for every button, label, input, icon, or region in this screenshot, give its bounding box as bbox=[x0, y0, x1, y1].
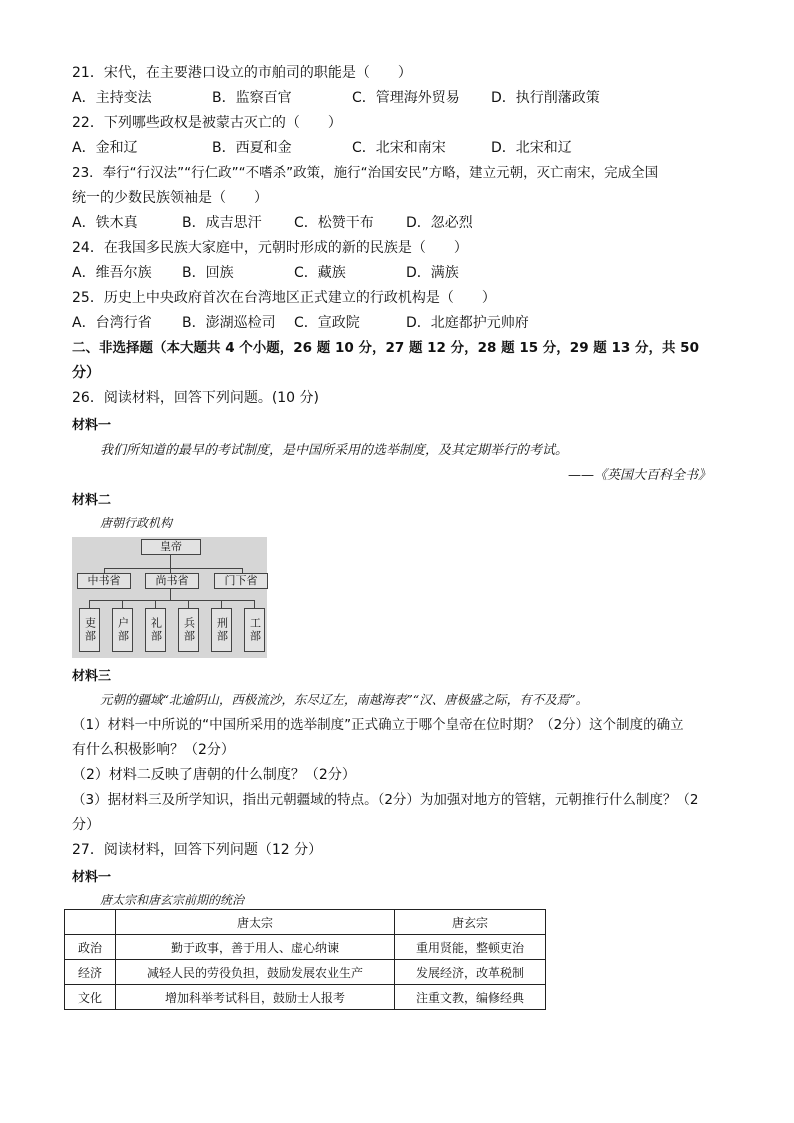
q22-option-d: D．北宋和辽 bbox=[491, 140, 572, 156]
q21-option-b: B．监察百官 bbox=[212, 90, 292, 106]
table-row bbox=[65, 985, 546, 1010]
q21-option-c: C．管理海外贸易 bbox=[352, 90, 460, 106]
table-cell: 政治 bbox=[65, 935, 116, 960]
q23-option-a: A．铁木真 bbox=[72, 215, 138, 231]
table-header-cell: 唐玄宗 bbox=[395, 910, 546, 935]
q26-material3-text: 元朝的疆域“北逾阴山，西极流沙，东尽辽左，南越海表”“汉、唐极盛之际，有不及焉”。 bbox=[100, 692, 589, 707]
table-cell: 注重文教，编修经典 bbox=[395, 985, 546, 1010]
q25-stem: 25．历史上中央政府首次在台湾地区正式建立的行政机构是（ ） bbox=[72, 290, 496, 306]
q22-option-c: C．北宋和南宋 bbox=[352, 140, 446, 156]
q25-option-a: A．台湾行省 bbox=[72, 315, 152, 331]
org-ministry-li-rites: 礼部 bbox=[145, 608, 166, 652]
q24-option-b: B．回族 bbox=[182, 265, 234, 281]
table-header-cell bbox=[65, 910, 116, 935]
org-ministry-xing: 刑部 bbox=[211, 608, 232, 652]
org-ministry-bing: 兵部 bbox=[178, 608, 199, 652]
q26-material3-label: 材料三 bbox=[72, 669, 112, 684]
q24-stem: 24．在我国多民族大家庭中，元朝时形成的新的民族是（ ） bbox=[72, 240, 468, 256]
q27-material1-label: 材料一 bbox=[72, 870, 112, 885]
q24-option-c: C．藏族 bbox=[294, 265, 346, 281]
q26-stem: 26．阅读材料，回答下列问题。(10 分) bbox=[72, 390, 320, 406]
q21-option-d: D．执行削藩政策 bbox=[491, 90, 600, 106]
table-cell: 增加科举考试科目，鼓励士人报考 bbox=[116, 985, 395, 1010]
org-ministry-li-personnel: 吏部 bbox=[79, 608, 100, 652]
table-cell: 勤于政事，善于用人、虚心纳谏 bbox=[116, 935, 395, 960]
table-header-cell: 唐太宗 bbox=[116, 910, 395, 935]
q22-option-b: B．西夏和金 bbox=[212, 140, 292, 156]
q26-material1-source: ——《英国大百科全书》 bbox=[568, 468, 712, 483]
q26-sub1-line1: （1）材料一中所说的“中国所采用的选举制度”正式确立于哪个皇帝在位时期？（2分）这个制度的确立 bbox=[72, 717, 684, 733]
q26-sub3-line1: （3）据材料三及所学知识，指出元朝疆域的特点。（2分）为加强对地方的管辖，元朝推行什么制度？（2 bbox=[72, 792, 699, 808]
q26-material2-caption: 唐朝行政机构 bbox=[100, 516, 173, 530]
table-cell: 文化 bbox=[65, 985, 116, 1010]
org-emperor: 皇帝 bbox=[141, 539, 201, 555]
q26-sub3-line2: 分） bbox=[72, 817, 100, 833]
table-cell: 经济 bbox=[65, 960, 116, 985]
table-cell: 重用贤能，整顿吏治 bbox=[395, 935, 546, 960]
q24-option-a: A．维吾尔族 bbox=[72, 265, 152, 281]
table-row bbox=[65, 960, 546, 985]
org-dept-shangshu: 尚书省 bbox=[145, 573, 199, 589]
q23-option-b: B．成吉思汗 bbox=[182, 215, 262, 231]
table-cell: 减轻人民的劳役负担，鼓励发展农业生产 bbox=[116, 960, 395, 985]
org-ministry-gong: 工部 bbox=[244, 608, 265, 652]
section2-heading-line1: 二、非选择题（本大题共 4 个小题，26 题 10 分，27 题 12 分，28 题 15 分，29 题 13 分，共 50 bbox=[72, 340, 699, 356]
q23-option-c: C．松赞干布 bbox=[294, 215, 374, 231]
table-header-row bbox=[65, 910, 546, 935]
section2-heading-line2: 分） bbox=[72, 365, 100, 381]
q25-option-d: D．北庭都护元帅府 bbox=[406, 315, 529, 331]
q26-sub1-line2: 有什么积极影响？（2分） bbox=[72, 742, 235, 758]
q25-option-b: B．澎湖巡检司 bbox=[182, 315, 276, 331]
org-dept-zhongshu: 中书省 bbox=[77, 573, 131, 589]
tang-admin-org-chart bbox=[72, 537, 267, 658]
table-cell: 发展经济，改革税制 bbox=[395, 960, 546, 985]
q23-option-d: D．忽必烈 bbox=[406, 215, 473, 231]
q26-material1-text: 我们所知道的最早的考试制度，是中国所采用的选举制度，及其定期举行的考试。 bbox=[100, 443, 569, 458]
q23-stem-line1: 23．奉行“行汉法”“行仁政”“不嗜杀”政策，施行“治国安民”方略，建立元朝，灭亡南宋，完成全国 bbox=[72, 165, 659, 181]
q22-stem: 22．下列哪些政权是被蒙古灭亡的（ ） bbox=[72, 115, 342, 131]
q26-material2-label: 材料二 bbox=[72, 493, 112, 508]
q25-option-c: C．宣政院 bbox=[294, 315, 360, 331]
q24-option-d: D．满族 bbox=[406, 265, 459, 281]
q26-sub2: （2）材料二反映了唐朝的什么制度？（2分） bbox=[72, 767, 356, 783]
q22-option-a: A．金和辽 bbox=[72, 140, 138, 156]
table-row bbox=[65, 935, 546, 960]
q26-material1-label: 材料一 bbox=[72, 418, 112, 433]
q23-stem-line2: 统一的少数民族领袖是（ ） bbox=[72, 190, 268, 206]
q27-stem: 27．阅读材料，回答下列问题（12 分） bbox=[72, 842, 323, 858]
org-ministry-hu: 户部 bbox=[112, 608, 133, 652]
org-dept-menxia: 门下省 bbox=[214, 573, 268, 589]
q21-option-a: A．主持变法 bbox=[72, 90, 152, 106]
q27-table-caption: 唐太宗和唐玄宗前期的统治 bbox=[100, 893, 245, 907]
tang-rulers-comparison-table bbox=[64, 909, 546, 1010]
q21-stem: 21．宋代，在主要港口设立的市舶司的职能是（ ） bbox=[72, 65, 412, 81]
